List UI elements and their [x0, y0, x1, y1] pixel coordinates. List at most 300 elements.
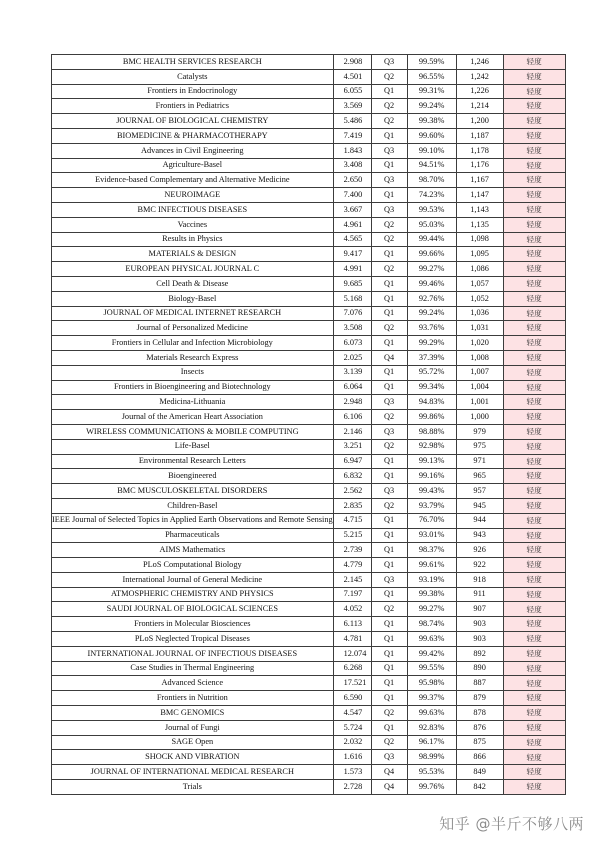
quartile-cell: Q2 — [371, 69, 407, 84]
severity-tag-cell: 轻度 — [503, 572, 565, 587]
impact-factor-cell: 4.715 — [333, 513, 371, 528]
quartile-cell: Q4 — [371, 780, 407, 795]
percentage-cell: 99.46% — [407, 276, 456, 291]
count-cell: 878 — [456, 706, 503, 721]
severity-tag-cell: 轻度 — [503, 336, 565, 351]
journal-name-cell: Bioengineered — [52, 469, 334, 484]
journal-name-cell: Frontiers in Molecular Biosciences — [52, 617, 334, 632]
percentage-cell: 93.19% — [407, 572, 456, 587]
severity-tag-cell: 轻度 — [503, 780, 565, 795]
count-cell: 1,147 — [456, 188, 503, 203]
count-cell: 1,200 — [456, 114, 503, 129]
quartile-cell: Q2 — [371, 114, 407, 129]
journal-name-cell: Catalysts — [52, 69, 334, 84]
percentage-cell: 99.24% — [407, 99, 456, 114]
count-cell: 849 — [456, 765, 503, 780]
severity-tag-cell: 轻度 — [503, 646, 565, 661]
table-row — [52, 691, 566, 706]
quartile-cell: Q1 — [371, 587, 407, 602]
impact-factor-cell: 4.052 — [333, 602, 371, 617]
count-cell: 1,007 — [456, 365, 503, 380]
percentage-cell: 99.10% — [407, 143, 456, 158]
severity-tag-cell: 轻度 — [503, 469, 565, 484]
table-row — [52, 55, 566, 70]
table-row — [52, 336, 566, 351]
table-row — [52, 439, 566, 454]
severity-tag-cell: 轻度 — [503, 99, 565, 114]
journal-name-cell: SAGE Open — [52, 735, 334, 750]
journal-name-cell: BMC HEALTH SERVICES RESEARCH — [52, 55, 334, 70]
percentage-cell: 93.01% — [407, 528, 456, 543]
journal-name-cell: BMC INFECTIOUS DISEASES — [52, 202, 334, 217]
count-cell: 876 — [456, 720, 503, 735]
percentage-cell: 95.53% — [407, 765, 456, 780]
impact-factor-cell: 9.417 — [333, 247, 371, 262]
count-cell: 918 — [456, 572, 503, 587]
severity-tag-cell: 轻度 — [503, 691, 565, 706]
table-row — [52, 276, 566, 291]
table-row — [52, 158, 566, 173]
quartile-cell: Q2 — [371, 217, 407, 232]
severity-tag-cell: 轻度 — [503, 706, 565, 721]
count-cell: 911 — [456, 587, 503, 602]
percentage-cell: 98.37% — [407, 543, 456, 558]
table-row — [52, 128, 566, 143]
percentage-cell: 99.53% — [407, 202, 456, 217]
severity-tag-cell: 轻度 — [503, 84, 565, 99]
impact-factor-cell: 7.419 — [333, 128, 371, 143]
severity-tag-cell: 轻度 — [503, 424, 565, 439]
journal-name-cell: PLoS Computational Biology — [52, 558, 334, 573]
quartile-cell: Q1 — [371, 158, 407, 173]
journal-name-cell: JOURNAL OF INTERNATIONAL MEDICAL RESEARCH — [52, 765, 334, 780]
severity-tag-cell: 轻度 — [503, 158, 565, 173]
count-cell: 892 — [456, 646, 503, 661]
percentage-cell: 74.23% — [407, 188, 456, 203]
quartile-cell: Q1 — [371, 188, 407, 203]
table-row — [52, 84, 566, 99]
quartile-cell: Q1 — [371, 558, 407, 573]
journal-name-cell: NEUROIMAGE — [52, 188, 334, 203]
journal-name-cell: Children-Basel — [52, 498, 334, 513]
impact-factor-cell: 3.569 — [333, 99, 371, 114]
impact-factor-cell: 6.055 — [333, 84, 371, 99]
impact-factor-cell: 6.832 — [333, 469, 371, 484]
quartile-cell: Q2 — [371, 498, 407, 513]
count-cell: 944 — [456, 513, 503, 528]
table-row — [52, 350, 566, 365]
severity-tag-cell: 轻度 — [503, 587, 565, 602]
count-cell: 975 — [456, 439, 503, 454]
severity-tag-cell: 轻度 — [503, 262, 565, 277]
impact-factor-cell: 4.779 — [333, 558, 371, 573]
table-row — [52, 321, 566, 336]
count-cell: 1,167 — [456, 173, 503, 188]
count-cell: 943 — [456, 528, 503, 543]
quartile-cell: Q1 — [371, 632, 407, 647]
percentage-cell: 98.99% — [407, 750, 456, 765]
journal-name-cell: MATERIALS & DESIGN — [52, 247, 334, 262]
severity-tag-cell: 轻度 — [503, 498, 565, 513]
severity-tag-cell: 轻度 — [503, 661, 565, 676]
table-row — [52, 247, 566, 262]
quartile-cell: Q2 — [371, 99, 407, 114]
severity-tag-cell: 轻度 — [503, 143, 565, 158]
impact-factor-cell: 4.781 — [333, 632, 371, 647]
journal-name-cell: BMC GENOMICS — [52, 706, 334, 721]
quartile-cell: Q1 — [371, 247, 407, 262]
percentage-cell: 99.13% — [407, 454, 456, 469]
impact-factor-cell: 4.547 — [333, 706, 371, 721]
quartile-cell: Q1 — [371, 617, 407, 632]
severity-tag-cell: 轻度 — [503, 513, 565, 528]
percentage-cell: 99.29% — [407, 336, 456, 351]
quartile-cell: Q2 — [371, 232, 407, 247]
percentage-cell: 98.88% — [407, 424, 456, 439]
quartile-cell: Q4 — [371, 765, 407, 780]
journal-name-cell: Vaccines — [52, 217, 334, 232]
impact-factor-cell: 1.573 — [333, 765, 371, 780]
quartile-cell: Q3 — [371, 572, 407, 587]
table-row — [52, 217, 566, 232]
severity-tag-cell: 轻度 — [503, 602, 565, 617]
quartile-cell: Q3 — [371, 395, 407, 410]
count-cell: 1,001 — [456, 395, 503, 410]
severity-tag-cell: 轻度 — [503, 321, 565, 336]
impact-factor-cell: 4.991 — [333, 262, 371, 277]
journal-name-cell: Frontiers in Endocrinology — [52, 84, 334, 99]
percentage-cell: 99.55% — [407, 661, 456, 676]
journal-name-cell: BMC MUSCULOSKELETAL DISORDERS — [52, 484, 334, 499]
percentage-cell: 99.38% — [407, 114, 456, 129]
journal-name-cell: Frontiers in Nutrition — [52, 691, 334, 706]
count-cell: 979 — [456, 424, 503, 439]
journal-name-cell: Cell Death & Disease — [52, 276, 334, 291]
percentage-cell: 99.63% — [407, 706, 456, 721]
quartile-cell: Q1 — [371, 720, 407, 735]
severity-tag-cell: 轻度 — [503, 188, 565, 203]
severity-tag-cell: 轻度 — [503, 543, 565, 558]
severity-tag-cell: 轻度 — [503, 558, 565, 573]
impact-factor-cell: 7.400 — [333, 188, 371, 203]
table-row — [52, 676, 566, 691]
table-row — [52, 306, 566, 321]
severity-tag-cell: 轻度 — [503, 528, 565, 543]
journal-name-cell: Trials — [52, 780, 334, 795]
journal-name-cell: International Journal of General Medicine — [52, 572, 334, 587]
journal-name-cell: SAUDI JOURNAL OF BIOLOGICAL SCIENCES — [52, 602, 334, 617]
count-cell: 1,031 — [456, 321, 503, 336]
table-row — [52, 498, 566, 513]
percentage-cell: 99.42% — [407, 646, 456, 661]
quartile-cell: Q1 — [371, 365, 407, 380]
table-row — [52, 365, 566, 380]
quartile-cell: Q1 — [371, 528, 407, 543]
count-cell: 890 — [456, 661, 503, 676]
quartile-cell: Q1 — [371, 646, 407, 661]
table-row — [52, 587, 566, 602]
count-cell: 1,143 — [456, 202, 503, 217]
count-cell: 1,086 — [456, 262, 503, 277]
impact-factor-cell: 17.521 — [333, 676, 371, 691]
severity-tag-cell: 轻度 — [503, 128, 565, 143]
impact-factor-cell: 7.197 — [333, 587, 371, 602]
count-cell: 1,004 — [456, 380, 503, 395]
journal-name-cell: AIMS Mathematics — [52, 543, 334, 558]
impact-factor-cell: 2.835 — [333, 498, 371, 513]
impact-factor-cell: 5.168 — [333, 291, 371, 306]
severity-tag-cell: 轻度 — [503, 395, 565, 410]
journal-name-cell: Journal of Personalized Medicine — [52, 321, 334, 336]
severity-tag-cell: 轻度 — [503, 69, 565, 84]
impact-factor-cell: 5.215 — [333, 528, 371, 543]
impact-factor-cell: 4.565 — [333, 232, 371, 247]
percentage-cell: 92.98% — [407, 439, 456, 454]
impact-factor-cell: 2.908 — [333, 55, 371, 70]
table-row — [52, 424, 566, 439]
count-cell: 1,214 — [456, 99, 503, 114]
percentage-cell: 96.17% — [407, 735, 456, 750]
quartile-cell: Q1 — [371, 84, 407, 99]
impact-factor-cell: 2.650 — [333, 173, 371, 188]
table-row — [52, 661, 566, 676]
journal-name-cell: PLoS Neglected Tropical Diseases — [52, 632, 334, 647]
percentage-cell: 93.76% — [407, 321, 456, 336]
quartile-cell: Q1 — [371, 454, 407, 469]
count-cell: 1,020 — [456, 336, 503, 351]
quartile-cell: Q3 — [371, 202, 407, 217]
impact-factor-cell: 6.064 — [333, 380, 371, 395]
severity-tag-cell: 轻度 — [503, 410, 565, 425]
journal-name-cell: Environmental Research Letters — [52, 454, 334, 469]
count-cell: 971 — [456, 454, 503, 469]
quartile-cell: Q2 — [371, 439, 407, 454]
table-row — [52, 395, 566, 410]
table-row — [52, 735, 566, 750]
impact-factor-cell: 12.074 — [333, 646, 371, 661]
severity-tag-cell: 轻度 — [503, 617, 565, 632]
severity-tag-cell: 轻度 — [503, 173, 565, 188]
impact-factor-cell: 3.508 — [333, 321, 371, 336]
impact-factor-cell: 1.843 — [333, 143, 371, 158]
quartile-cell: Q3 — [371, 750, 407, 765]
impact-factor-cell: 3.667 — [333, 202, 371, 217]
severity-tag-cell: 轻度 — [503, 232, 565, 247]
quartile-cell: Q3 — [371, 424, 407, 439]
count-cell: 1,095 — [456, 247, 503, 262]
quartile-cell: Q2 — [371, 735, 407, 750]
percentage-cell: 99.60% — [407, 128, 456, 143]
table-row — [52, 543, 566, 558]
count-cell: 1,036 — [456, 306, 503, 321]
percentage-cell: 37.39% — [407, 350, 456, 365]
impact-factor-cell: 2.025 — [333, 350, 371, 365]
impact-factor-cell: 4.501 — [333, 69, 371, 84]
percentage-cell: 99.31% — [407, 84, 456, 99]
impact-factor-cell: 2.145 — [333, 572, 371, 587]
count-cell: 1,187 — [456, 128, 503, 143]
impact-factor-cell: 2.728 — [333, 780, 371, 795]
quartile-cell: Q3 — [371, 143, 407, 158]
count-cell: 957 — [456, 484, 503, 499]
percentage-cell: 99.37% — [407, 691, 456, 706]
journal-name-cell: Life-Basel — [52, 439, 334, 454]
severity-tag-cell: 轻度 — [503, 247, 565, 262]
table-row — [52, 262, 566, 277]
journal-name-cell: EUROPEAN PHYSICAL JOURNAL C — [52, 262, 334, 277]
impact-factor-cell: 4.961 — [333, 217, 371, 232]
percentage-cell: 99.76% — [407, 780, 456, 795]
journal-name-cell: Materials Research Express — [52, 350, 334, 365]
percentage-cell: 76.70% — [407, 513, 456, 528]
table-row — [52, 765, 566, 780]
count-cell: 887 — [456, 676, 503, 691]
journal-name-cell: JOURNAL OF MEDICAL INTERNET RESEARCH — [52, 306, 334, 321]
impact-factor-cell: 6.268 — [333, 661, 371, 676]
impact-factor-cell: 5.486 — [333, 114, 371, 129]
impact-factor-cell: 3.251 — [333, 439, 371, 454]
quartile-cell: Q1 — [371, 469, 407, 484]
percentage-cell: 99.27% — [407, 262, 456, 277]
percentage-cell: 92.83% — [407, 720, 456, 735]
table-row — [52, 602, 566, 617]
journal-name-cell: ATMOSPHERIC CHEMISTRY AND PHYSICS — [52, 587, 334, 602]
count-cell: 1,052 — [456, 291, 503, 306]
quartile-cell: Q3 — [371, 55, 407, 70]
severity-tag-cell: 轻度 — [503, 484, 565, 499]
percentage-cell: 99.34% — [407, 380, 456, 395]
quartile-cell: Q1 — [371, 676, 407, 691]
watermark-text: 知乎 @半斤不够八两 — [439, 815, 584, 833]
table-row — [52, 484, 566, 499]
table-row — [52, 617, 566, 632]
impact-factor-cell: 6.113 — [333, 617, 371, 632]
impact-factor-cell: 3.139 — [333, 365, 371, 380]
journal-name-cell: Pharmaceuticals — [52, 528, 334, 543]
table-row — [52, 173, 566, 188]
percentage-cell: 94.51% — [407, 158, 456, 173]
impact-factor-cell: 6.073 — [333, 336, 371, 351]
journal-table — [51, 54, 566, 795]
percentage-cell: 99.43% — [407, 484, 456, 499]
impact-factor-cell: 2.948 — [333, 395, 371, 410]
journal-table-body — [52, 55, 566, 795]
severity-tag-cell: 轻度 — [503, 735, 565, 750]
severity-tag-cell: 轻度 — [503, 306, 565, 321]
percentage-cell: 99.38% — [407, 587, 456, 602]
percentage-cell: 98.70% — [407, 173, 456, 188]
impact-factor-cell: 6.106 — [333, 410, 371, 425]
count-cell: 1,098 — [456, 232, 503, 247]
severity-tag-cell: 轻度 — [503, 202, 565, 217]
journal-name-cell: WIRELESS COMMUNICATIONS & MOBILE COMPUTING — [52, 424, 334, 439]
table-row — [52, 780, 566, 795]
severity-tag-cell: 轻度 — [503, 365, 565, 380]
journal-name-cell: Medicina-Lithuania — [52, 395, 334, 410]
table-row — [52, 291, 566, 306]
severity-tag-cell: 轻度 — [503, 350, 565, 365]
count-cell: 1,226 — [456, 84, 503, 99]
quartile-cell: Q1 — [371, 336, 407, 351]
table-row — [52, 410, 566, 425]
percentage-cell: 95.03% — [407, 217, 456, 232]
journal-name-cell: Frontiers in Cellular and Infection Microbiology — [52, 336, 334, 351]
table-row — [52, 188, 566, 203]
impact-factor-cell: 2.739 — [333, 543, 371, 558]
count-cell: 907 — [456, 602, 503, 617]
count-cell: 1,057 — [456, 276, 503, 291]
percentage-cell: 99.61% — [407, 558, 456, 573]
count-cell: 1,246 — [456, 55, 503, 70]
quartile-cell: Q2 — [371, 706, 407, 721]
table-row — [52, 454, 566, 469]
percentage-cell: 99.24% — [407, 306, 456, 321]
journal-name-cell: Advances in Civil Engineering — [52, 143, 334, 158]
quartile-cell: Q2 — [371, 602, 407, 617]
quartile-cell: Q2 — [371, 321, 407, 336]
table-row — [52, 646, 566, 661]
count-cell: 879 — [456, 691, 503, 706]
journal-name-cell: BIOMEDICINE & PHARMACOTHERAPY — [52, 128, 334, 143]
count-cell: 1,000 — [456, 410, 503, 425]
journal-name-cell: Biology-Basel — [52, 291, 334, 306]
percentage-cell: 99.63% — [407, 632, 456, 647]
journal-name-cell: Case Studies in Thermal Engineering — [52, 661, 334, 676]
quartile-cell: Q1 — [371, 543, 407, 558]
severity-tag-cell: 轻度 — [503, 439, 565, 454]
quartile-cell: Q1 — [371, 513, 407, 528]
impact-factor-cell: 2.032 — [333, 735, 371, 750]
quartile-cell: Q1 — [371, 291, 407, 306]
table-row — [52, 750, 566, 765]
journal-name-cell: SHOCK AND VIBRATION — [52, 750, 334, 765]
count-cell: 922 — [456, 558, 503, 573]
table-row — [52, 513, 566, 528]
journal-name-cell: Insects — [52, 365, 334, 380]
impact-factor-cell: 7.076 — [333, 306, 371, 321]
count-cell: 866 — [456, 750, 503, 765]
journal-name-cell: Agriculture-Basel — [52, 158, 334, 173]
impact-factor-cell: 1.616 — [333, 750, 371, 765]
impact-factor-cell: 9.685 — [333, 276, 371, 291]
quartile-cell: Q3 — [371, 484, 407, 499]
count-cell: 875 — [456, 735, 503, 750]
count-cell: 903 — [456, 632, 503, 647]
table-row — [52, 202, 566, 217]
percentage-cell: 99.44% — [407, 232, 456, 247]
severity-tag-cell: 轻度 — [503, 720, 565, 735]
journal-name-cell: Frontiers in Pediatrics — [52, 99, 334, 114]
count-cell: 926 — [456, 543, 503, 558]
table-row — [52, 143, 566, 158]
table-row — [52, 232, 566, 247]
count-cell: 1,178 — [456, 143, 503, 158]
percentage-cell: 99.86% — [407, 410, 456, 425]
percentage-cell: 93.79% — [407, 498, 456, 513]
severity-tag-cell: 轻度 — [503, 380, 565, 395]
journal-name-cell: IEEE Journal of Selected Topics in Applied Earth Observations and Remote Sensing — [52, 513, 334, 528]
severity-tag-cell: 轻度 — [503, 276, 565, 291]
impact-factor-cell: 6.590 — [333, 691, 371, 706]
table-row — [52, 558, 566, 573]
journal-name-cell: Frontiers in Bioengineering and Biotechnology — [52, 380, 334, 395]
severity-tag-cell: 轻度 — [503, 676, 565, 691]
journal-name-cell: Evidence-based Complementary and Alternative Medicine — [52, 173, 334, 188]
impact-factor-cell: 3.408 — [333, 158, 371, 173]
percentage-cell: 94.83% — [407, 395, 456, 410]
severity-tag-cell: 轻度 — [503, 114, 565, 129]
percentage-cell: 92.76% — [407, 291, 456, 306]
